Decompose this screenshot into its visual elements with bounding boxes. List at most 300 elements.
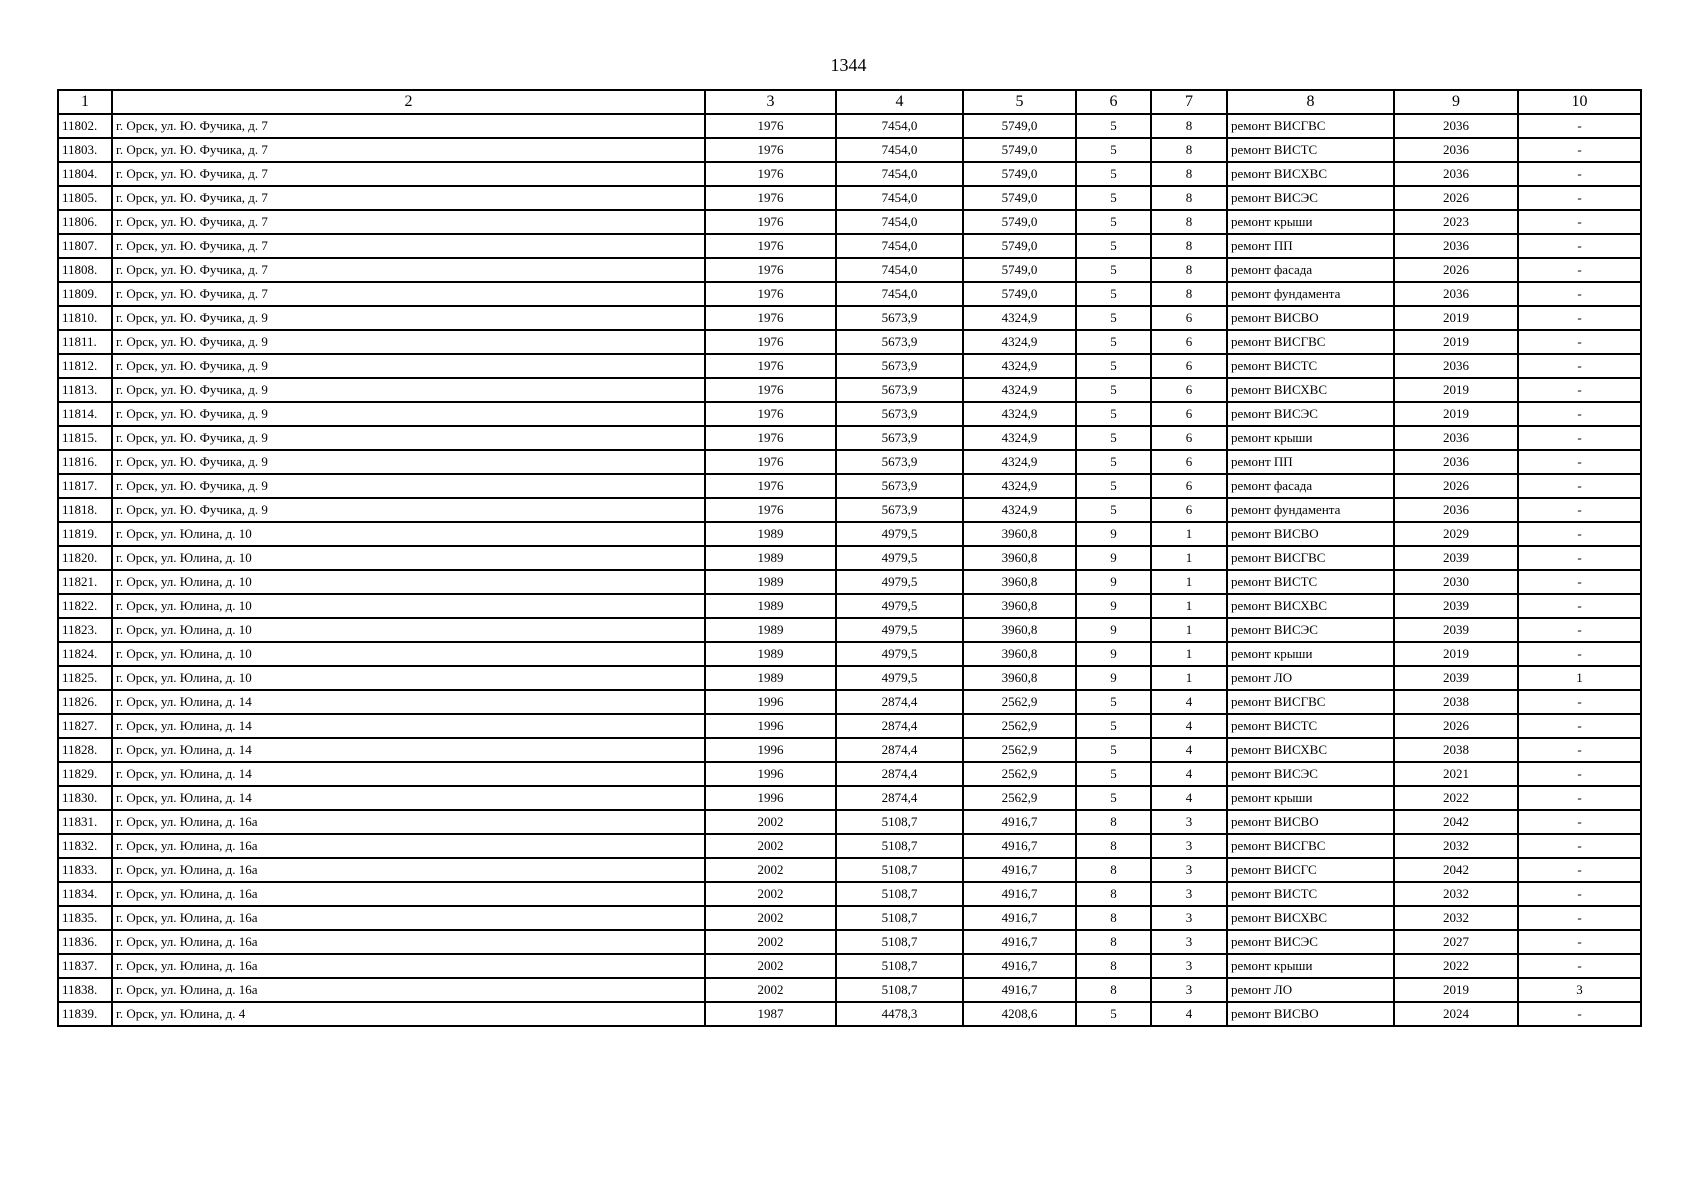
extra-cell: - <box>1518 834 1641 858</box>
plan-year-cell: 2019 <box>1394 402 1518 426</box>
work-type-cell: ремонт ВИСТС <box>1227 570 1394 594</box>
living-area-cell: 4916,7 <box>963 834 1076 858</box>
total-area-cell: 4979,5 <box>836 666 963 690</box>
extra-cell: - <box>1518 330 1641 354</box>
extra-cell: - <box>1518 186 1641 210</box>
extra-cell: - <box>1518 162 1641 186</box>
table-row <box>58 786 1641 810</box>
work-type-cell: ремонт крыши <box>1227 954 1394 978</box>
year-cell: 1987 <box>705 1002 836 1026</box>
column-header: 5 <box>963 90 1076 114</box>
row-number: 11835. <box>58 906 112 930</box>
extra-cell: - <box>1518 786 1641 810</box>
entrances-cell: 6 <box>1151 426 1227 450</box>
table-row <box>58 354 1641 378</box>
extra-cell: - <box>1518 546 1641 570</box>
row-number: 11833. <box>58 858 112 882</box>
plan-year-cell: 2019 <box>1394 978 1518 1002</box>
entrances-cell: 6 <box>1151 330 1227 354</box>
work-type-cell: ремонт ПП <box>1227 234 1394 258</box>
total-area-cell: 4979,5 <box>836 546 963 570</box>
total-area-cell: 7454,0 <box>836 186 963 210</box>
work-type-cell: ремонт фундамента <box>1227 282 1394 306</box>
total-area-cell: 5673,9 <box>836 330 963 354</box>
row-number: 11823. <box>58 618 112 642</box>
address-cell: г. Орск, ул. Юлина, д. 10 <box>112 546 705 570</box>
work-type-cell: ремонт крыши <box>1227 210 1394 234</box>
living-area-cell: 3960,8 <box>963 570 1076 594</box>
entrances-cell: 6 <box>1151 498 1227 522</box>
address-cell: г. Орск, ул. Ю. Фучика, д. 7 <box>112 282 705 306</box>
year-cell: 1989 <box>705 594 836 618</box>
plan-year-cell: 2039 <box>1394 666 1518 690</box>
entrances-cell: 6 <box>1151 450 1227 474</box>
address-cell: г. Орск, ул. Юлина, д. 14 <box>112 762 705 786</box>
row-number: 11829. <box>58 762 112 786</box>
row-number: 11812. <box>58 354 112 378</box>
entrances-cell: 6 <box>1151 354 1227 378</box>
total-area-cell: 5108,7 <box>836 906 963 930</box>
address-cell: г. Орск, ул. Юлина, д. 14 <box>112 714 705 738</box>
year-cell: 1976 <box>705 162 836 186</box>
entrances-cell: 6 <box>1151 402 1227 426</box>
floors-cell: 8 <box>1076 882 1151 906</box>
entrances-cell: 3 <box>1151 882 1227 906</box>
row-number: 11811. <box>58 330 112 354</box>
column-header: 8 <box>1227 90 1394 114</box>
work-type-cell: ремонт ВИСГВС <box>1227 690 1394 714</box>
row-number: 11806. <box>58 210 112 234</box>
address-cell: г. Орск, ул. Ю. Фучика, д. 7 <box>112 186 705 210</box>
floors-cell: 5 <box>1076 354 1151 378</box>
total-area-cell: 7454,0 <box>836 114 963 138</box>
extra-cell: - <box>1518 354 1641 378</box>
table-row <box>58 450 1641 474</box>
entrances-cell: 3 <box>1151 906 1227 930</box>
total-area-cell: 4478,3 <box>836 1002 963 1026</box>
living-area-cell: 4916,7 <box>963 858 1076 882</box>
plan-year-cell: 2032 <box>1394 906 1518 930</box>
floors-cell: 9 <box>1076 570 1151 594</box>
year-cell: 1989 <box>705 642 836 666</box>
work-type-cell: ремонт ВИСГВС <box>1227 114 1394 138</box>
total-area-cell: 4979,5 <box>836 594 963 618</box>
extra-cell: - <box>1518 402 1641 426</box>
plan-year-cell: 2022 <box>1394 954 1518 978</box>
floors-cell: 9 <box>1076 594 1151 618</box>
entrances-cell: 1 <box>1151 546 1227 570</box>
row-number: 11816. <box>58 450 112 474</box>
total-area-cell: 5673,9 <box>836 354 963 378</box>
row-number: 11810. <box>58 306 112 330</box>
column-header: 1 <box>58 90 112 114</box>
floors-cell: 9 <box>1076 522 1151 546</box>
year-cell: 2002 <box>705 954 836 978</box>
living-area-cell: 2562,9 <box>963 714 1076 738</box>
floors-cell: 5 <box>1076 426 1151 450</box>
entrances-cell: 8 <box>1151 258 1227 282</box>
row-number: 11838. <box>58 978 112 1002</box>
floors-cell: 5 <box>1076 450 1151 474</box>
plan-year-cell: 2024 <box>1394 1002 1518 1026</box>
row-number: 11837. <box>58 954 112 978</box>
address-cell: г. Орск, ул. Ю. Фучика, д. 7 <box>112 258 705 282</box>
table-row <box>58 114 1641 138</box>
total-area-cell: 2874,4 <box>836 762 963 786</box>
table-row <box>58 834 1641 858</box>
entrances-cell: 4 <box>1151 786 1227 810</box>
address-cell: г. Орск, ул. Юлина, д. 14 <box>112 738 705 762</box>
living-area-cell: 4916,7 <box>963 978 1076 1002</box>
floors-cell: 5 <box>1076 162 1151 186</box>
year-cell: 1976 <box>705 378 836 402</box>
table-row <box>58 762 1641 786</box>
address-cell: г. Орск, ул. Юлина, д. 4 <box>112 1002 705 1026</box>
address-cell: г. Орск, ул. Ю. Фучика, д. 7 <box>112 114 705 138</box>
address-cell: г. Орск, ул. Ю. Фучика, д. 7 <box>112 162 705 186</box>
total-area-cell: 5673,9 <box>836 402 963 426</box>
plan-year-cell: 2021 <box>1394 762 1518 786</box>
living-area-cell: 5749,0 <box>963 138 1076 162</box>
row-number: 11824. <box>58 642 112 666</box>
work-type-cell: ремонт ВИСГС <box>1227 858 1394 882</box>
entrances-cell: 8 <box>1151 282 1227 306</box>
entrances-cell: 1 <box>1151 618 1227 642</box>
living-area-cell: 4916,7 <box>963 882 1076 906</box>
entrances-cell: 1 <box>1151 522 1227 546</box>
plan-year-cell: 2026 <box>1394 714 1518 738</box>
plan-year-cell: 2023 <box>1394 210 1518 234</box>
work-type-cell: ремонт фасада <box>1227 474 1394 498</box>
table-row <box>58 738 1641 762</box>
plan-year-cell: 2036 <box>1394 162 1518 186</box>
column-header: 7 <box>1151 90 1227 114</box>
work-type-cell: ремонт ВИСТС <box>1227 354 1394 378</box>
table-header <box>58 90 1641 114</box>
plan-year-cell: 2027 <box>1394 930 1518 954</box>
address-cell: г. Орск, ул. Ю. Фучика, д. 9 <box>112 378 705 402</box>
living-area-cell: 4916,7 <box>963 810 1076 834</box>
address-cell: г. Орск, ул. Юлина, д. 14 <box>112 690 705 714</box>
work-type-cell: ремонт фасада <box>1227 258 1394 282</box>
total-area-cell: 5108,7 <box>836 810 963 834</box>
column-header: 2 <box>112 90 705 114</box>
work-type-cell: ремонт ВИСВО <box>1227 306 1394 330</box>
total-area-cell: 5673,9 <box>836 474 963 498</box>
entrances-cell: 6 <box>1151 306 1227 330</box>
register-table <box>57 89 1642 1027</box>
plan-year-cell: 2036 <box>1394 354 1518 378</box>
total-area-cell: 2874,4 <box>836 786 963 810</box>
work-type-cell: ремонт крыши <box>1227 426 1394 450</box>
extra-cell: - <box>1518 450 1641 474</box>
plan-year-cell: 2022 <box>1394 786 1518 810</box>
column-header: 3 <box>705 90 836 114</box>
floors-cell: 9 <box>1076 642 1151 666</box>
plan-year-cell: 2039 <box>1394 618 1518 642</box>
living-area-cell: 3960,8 <box>963 546 1076 570</box>
entrances-cell: 4 <box>1151 690 1227 714</box>
table-row <box>58 570 1641 594</box>
floors-cell: 5 <box>1076 474 1151 498</box>
living-area-cell: 5749,0 <box>963 114 1076 138</box>
year-cell: 1989 <box>705 522 836 546</box>
work-type-cell: ремонт ВИСВО <box>1227 810 1394 834</box>
year-cell: 1989 <box>705 570 836 594</box>
row-number: 11820. <box>58 546 112 570</box>
entrances-cell: 4 <box>1151 1002 1227 1026</box>
extra-cell: - <box>1518 738 1641 762</box>
year-cell: 1989 <box>705 666 836 690</box>
living-area-cell: 4324,9 <box>963 306 1076 330</box>
work-type-cell: ремонт ВИСХВС <box>1227 906 1394 930</box>
plan-year-cell: 2032 <box>1394 882 1518 906</box>
year-cell: 1989 <box>705 546 836 570</box>
floors-cell: 9 <box>1076 618 1151 642</box>
address-cell: г. Орск, ул. Ю. Фучика, д. 9 <box>112 450 705 474</box>
year-cell: 1976 <box>705 306 836 330</box>
plan-year-cell: 2036 <box>1394 114 1518 138</box>
extra-cell: - <box>1518 594 1641 618</box>
year-cell: 2002 <box>705 930 836 954</box>
entrances-cell: 1 <box>1151 666 1227 690</box>
work-type-cell: ремонт ВИСХВС <box>1227 378 1394 402</box>
table-row <box>58 882 1641 906</box>
living-area-cell: 4324,9 <box>963 378 1076 402</box>
table-row <box>58 1002 1641 1026</box>
floors-cell: 8 <box>1076 930 1151 954</box>
entrances-cell: 1 <box>1151 594 1227 618</box>
entrances-cell: 6 <box>1151 474 1227 498</box>
work-type-cell: ремонт ВИСГВС <box>1227 834 1394 858</box>
plan-year-cell: 2042 <box>1394 810 1518 834</box>
year-cell: 1976 <box>705 498 836 522</box>
address-cell: г. Орск, ул. Юлина, д. 16а <box>112 978 705 1002</box>
extra-cell: - <box>1518 282 1641 306</box>
address-cell: г. Орск, ул. Юлина, д. 16а <box>112 810 705 834</box>
row-number: 11805. <box>58 186 112 210</box>
address-cell: г. Орск, ул. Ю. Фучика, д. 7 <box>112 138 705 162</box>
row-number: 11826. <box>58 690 112 714</box>
total-area-cell: 4979,5 <box>836 618 963 642</box>
extra-cell: 1 <box>1518 666 1641 690</box>
table-row <box>58 210 1641 234</box>
extra-cell: - <box>1518 930 1641 954</box>
year-cell: 1976 <box>705 282 836 306</box>
extra-cell: - <box>1518 210 1641 234</box>
plan-year-cell: 2036 <box>1394 138 1518 162</box>
work-type-cell: ремонт ВИСЭС <box>1227 762 1394 786</box>
work-type-cell: ремонт ВИСТС <box>1227 138 1394 162</box>
floors-cell: 9 <box>1076 546 1151 570</box>
floors-cell: 5 <box>1076 738 1151 762</box>
living-area-cell: 4324,9 <box>963 498 1076 522</box>
extra-cell: - <box>1518 114 1641 138</box>
total-area-cell: 7454,0 <box>836 282 963 306</box>
address-cell: г. Орск, ул. Ю. Фучика, д. 9 <box>112 354 705 378</box>
floors-cell: 5 <box>1076 258 1151 282</box>
table-row <box>58 858 1641 882</box>
extra-cell: - <box>1518 234 1641 258</box>
table-row <box>58 690 1641 714</box>
entrances-cell: 6 <box>1151 378 1227 402</box>
extra-cell: - <box>1518 522 1641 546</box>
work-type-cell: ремонт ВИСЭС <box>1227 186 1394 210</box>
floors-cell: 5 <box>1076 114 1151 138</box>
floors-cell: 5 <box>1076 138 1151 162</box>
header-row <box>58 90 1641 114</box>
year-cell: 1996 <box>705 738 836 762</box>
address-cell: г. Орск, ул. Юлина, д. 10 <box>112 522 705 546</box>
row-number: 11813. <box>58 378 112 402</box>
floors-cell: 8 <box>1076 810 1151 834</box>
total-area-cell: 5108,7 <box>836 834 963 858</box>
plan-year-cell: 2019 <box>1394 306 1518 330</box>
work-type-cell: ремонт ВИСГВС <box>1227 330 1394 354</box>
table-row <box>58 306 1641 330</box>
table-row <box>58 906 1641 930</box>
living-area-cell: 2562,9 <box>963 690 1076 714</box>
living-area-cell: 4324,9 <box>963 474 1076 498</box>
table-row <box>58 642 1641 666</box>
plan-year-cell: 2038 <box>1394 738 1518 762</box>
address-cell: г. Орск, ул. Ю. Фучика, д. 9 <box>112 474 705 498</box>
page-number: 1344 <box>830 55 867 75</box>
table-row <box>58 594 1641 618</box>
table-row <box>58 810 1641 834</box>
extra-cell: - <box>1518 714 1641 738</box>
work-type-cell: ремонт ВИСВО <box>1227 1002 1394 1026</box>
entrances-cell: 3 <box>1151 834 1227 858</box>
row-number: 11809. <box>58 282 112 306</box>
work-type-cell: ремонт ЛО <box>1227 978 1394 1002</box>
total-area-cell: 5673,9 <box>836 450 963 474</box>
living-area-cell: 4324,9 <box>963 354 1076 378</box>
total-area-cell: 7454,0 <box>836 162 963 186</box>
living-area-cell: 3960,8 <box>963 594 1076 618</box>
address-cell: г. Орск, ул. Юлина, д. 10 <box>112 570 705 594</box>
column-header: 9 <box>1394 90 1518 114</box>
living-area-cell: 4916,7 <box>963 930 1076 954</box>
floors-cell: 5 <box>1076 714 1151 738</box>
table-row <box>58 426 1641 450</box>
extra-cell: - <box>1518 642 1641 666</box>
floors-cell: 5 <box>1076 330 1151 354</box>
extra-cell: - <box>1518 258 1641 282</box>
extra-cell: - <box>1518 810 1641 834</box>
address-cell: г. Орск, ул. Ю. Фучика, д. 7 <box>112 210 705 234</box>
living-area-cell: 4208,6 <box>963 1002 1076 1026</box>
entrances-cell: 8 <box>1151 210 1227 234</box>
plan-year-cell: 2039 <box>1394 594 1518 618</box>
year-cell: 1976 <box>705 474 836 498</box>
year-cell: 1976 <box>705 426 836 450</box>
entrances-cell: 8 <box>1151 162 1227 186</box>
row-number: 11830. <box>58 786 112 810</box>
floors-cell: 5 <box>1076 186 1151 210</box>
year-cell: 1976 <box>705 114 836 138</box>
entrances-cell: 4 <box>1151 762 1227 786</box>
address-cell: г. Орск, ул. Ю. Фучика, д. 9 <box>112 330 705 354</box>
row-number: 11827. <box>58 714 112 738</box>
floors-cell: 5 <box>1076 402 1151 426</box>
table-row <box>58 546 1641 570</box>
total-area-cell: 5108,7 <box>836 882 963 906</box>
total-area-cell: 5108,7 <box>836 930 963 954</box>
plan-year-cell: 2029 <box>1394 522 1518 546</box>
floors-cell: 5 <box>1076 234 1151 258</box>
column-header: 10 <box>1518 90 1641 114</box>
address-cell: г. Орск, ул. Юлина, д. 10 <box>112 594 705 618</box>
work-type-cell: ремонт крыши <box>1227 642 1394 666</box>
year-cell: 1976 <box>705 330 836 354</box>
entrances-cell: 3 <box>1151 978 1227 1002</box>
year-cell: 1976 <box>705 402 836 426</box>
work-type-cell: ремонт ПП <box>1227 450 1394 474</box>
plan-year-cell: 2032 <box>1394 834 1518 858</box>
living-area-cell: 3960,8 <box>963 642 1076 666</box>
total-area-cell: 4979,5 <box>836 642 963 666</box>
entrances-cell: 8 <box>1151 114 1227 138</box>
table-row <box>58 978 1641 1002</box>
extra-cell: - <box>1518 570 1641 594</box>
living-area-cell: 5749,0 <box>963 234 1076 258</box>
extra-cell: - <box>1518 426 1641 450</box>
work-type-cell: ремонт ВИСТС <box>1227 882 1394 906</box>
living-area-cell: 5749,0 <box>963 186 1076 210</box>
year-cell: 1996 <box>705 786 836 810</box>
living-area-cell: 3960,8 <box>963 666 1076 690</box>
year-cell: 2002 <box>705 906 836 930</box>
year-cell: 1976 <box>705 234 836 258</box>
plan-year-cell: 2036 <box>1394 234 1518 258</box>
row-number: 11821. <box>58 570 112 594</box>
total-area-cell: 5673,9 <box>836 426 963 450</box>
total-area-cell: 7454,0 <box>836 138 963 162</box>
year-cell: 2002 <box>705 882 836 906</box>
living-area-cell: 2562,9 <box>963 738 1076 762</box>
row-number: 11814. <box>58 402 112 426</box>
living-area-cell: 3960,8 <box>963 618 1076 642</box>
table-row <box>58 666 1641 690</box>
column-header: 4 <box>836 90 963 114</box>
entrances-cell: 3 <box>1151 810 1227 834</box>
address-cell: г. Орск, ул. Ю. Фучика, д. 9 <box>112 426 705 450</box>
extra-cell: - <box>1518 474 1641 498</box>
floors-cell: 9 <box>1076 666 1151 690</box>
entrances-cell: 1 <box>1151 570 1227 594</box>
row-number: 11803. <box>58 138 112 162</box>
work-type-cell: ремонт ВИСВО <box>1227 522 1394 546</box>
work-type-cell: ремонт крыши <box>1227 786 1394 810</box>
year-cell: 2002 <box>705 834 836 858</box>
plan-year-cell: 2036 <box>1394 426 1518 450</box>
entrances-cell: 3 <box>1151 858 1227 882</box>
floors-cell: 5 <box>1076 210 1151 234</box>
work-type-cell: ремонт ВИСГВС <box>1227 546 1394 570</box>
plan-year-cell: 2039 <box>1394 546 1518 570</box>
plan-year-cell: 2019 <box>1394 378 1518 402</box>
extra-cell: - <box>1518 1002 1641 1026</box>
row-number: 11802. <box>58 114 112 138</box>
work-type-cell: ремонт ВИСЭС <box>1227 930 1394 954</box>
address-cell: г. Орск, ул. Юлина, д. 10 <box>112 666 705 690</box>
plan-year-cell: 2036 <box>1394 450 1518 474</box>
floors-cell: 5 <box>1076 762 1151 786</box>
living-area-cell: 4916,7 <box>963 906 1076 930</box>
floors-cell: 5 <box>1076 282 1151 306</box>
year-cell: 1976 <box>705 450 836 474</box>
